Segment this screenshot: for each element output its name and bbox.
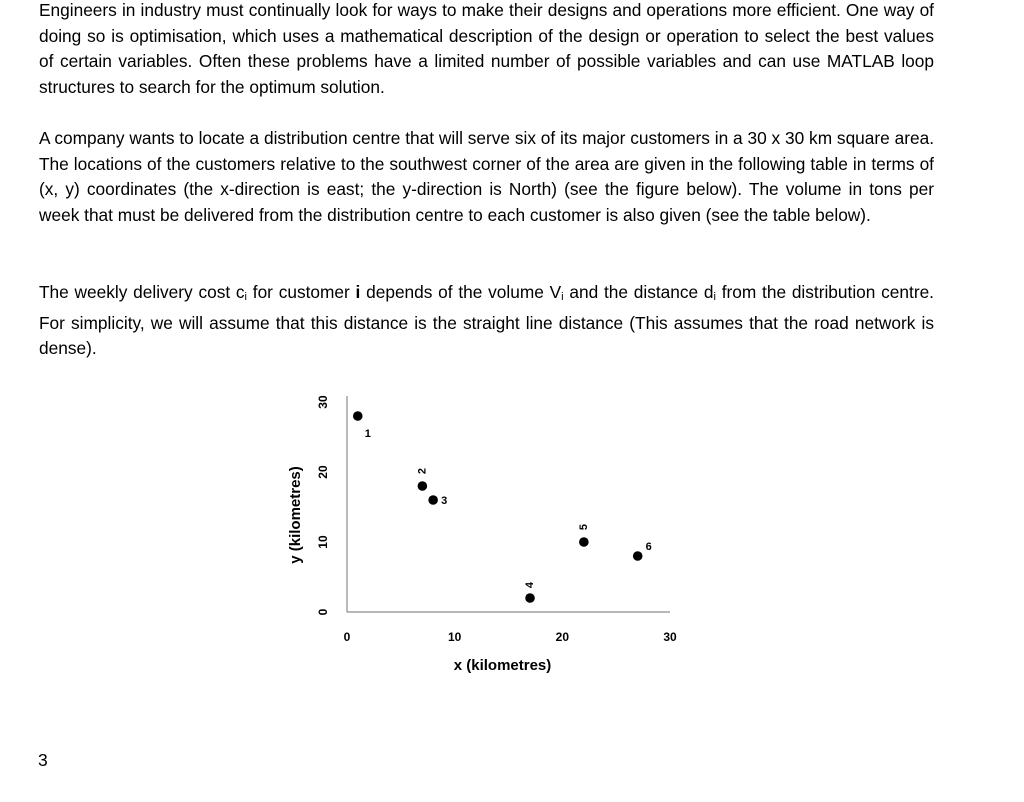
y-tick-label: 0 [316,608,330,616]
data-point-label: 1 [364,427,371,440]
subscript-i: i [713,291,716,303]
y-tick-label: 20 [316,465,330,479]
data-point-label: 3 [441,494,448,507]
x-tick-label: 10 [447,630,462,644]
cost-text-1: The weekly delivery cost c [39,282,245,302]
x-axis-title: x (kilometres) [453,657,552,674]
data-point-3 [428,495,438,505]
cost-text-5: from the distribution centre. For simplicity, we will assume that this distance is the straight line distance (This assumes that the road network is dense). [39,282,934,359]
data-point-1 [353,411,363,421]
intro-paragraph: Engineers in industry must continually look for ways to make their designs and operations more efficient. One way of doing so is optimisation, which uses a mathematical description of the design or operation to select the best values of certain variables. Often these problems have a limited number of possible variables and can use MATLAB loop structures to search for the optimum solution. [39,0,934,97]
data-point-2 [418,481,428,491]
cost-text-2: for customer [247,282,356,302]
bold-i: i [355,282,361,302]
problem-paragraph: A company wants to locate a distribution centre that will serve six of its major customers in a 30 x 30 km square area. The locations of the customers relative to the southwest corner of the area are given in the following table in terms of (x, y) coordinates (the x-direction is east; the y-direction is North) (see the figure below). The volume in tons per week that must be delivered from the distribution centre to each customer is also given (see the table below). [39,128,934,225]
y-axis-title: y (kilometres) [287,466,304,564]
customer-location-chart [270,380,710,690]
data-point-6 [633,551,643,561]
data-point-4 [525,593,535,603]
cost-text-4: and the distance d [563,282,714,302]
data-point-5 [579,537,589,547]
x-tick-label: 0 [343,630,351,644]
subscript-i: i [244,291,247,303]
cost-paragraph [39,280,934,362]
x-tick-label: 20 [555,630,570,644]
y-tick-label: 10 [316,535,330,549]
subscript-i: i [561,291,564,303]
page-number: 3 [38,750,48,770]
x-tick-label: 30 [663,630,677,644]
data-point-label: 4 [523,581,536,589]
cost-text-3: depends of the volume V [360,282,562,302]
data-point-label: 2 [416,467,429,475]
data-point-label: 6 [645,540,652,553]
data-point-label: 5 [577,523,590,531]
y-tick-label: 30 [316,395,330,409]
